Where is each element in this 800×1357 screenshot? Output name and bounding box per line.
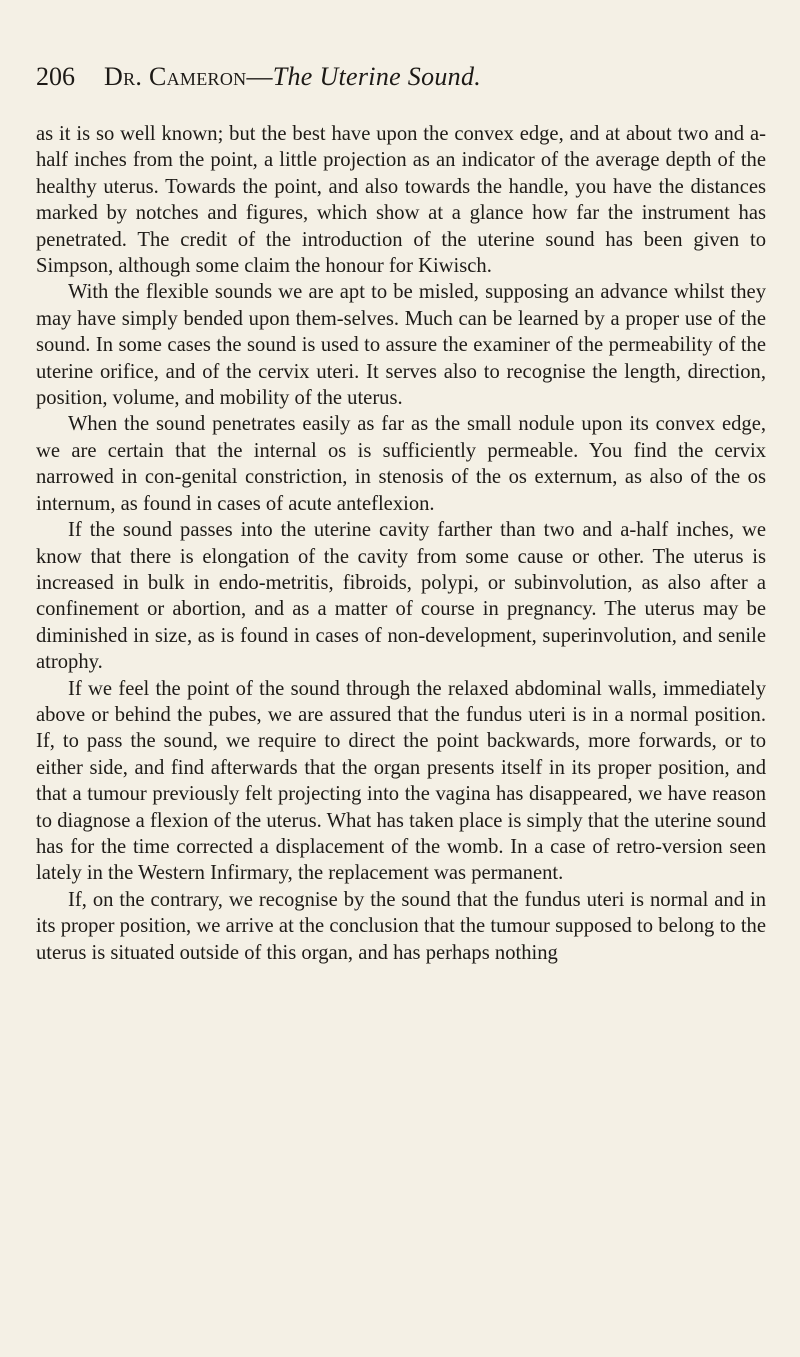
article-title: The Uterine Sound. xyxy=(272,62,482,91)
running-title xyxy=(104,62,481,92)
paragraph-1: as it is so well known; but the best have upon the convex edge, and at about two and a-half inches from the point, a little projection as an indicator of the average depth of the healthy uterus. Towards the point, and also towards the handle, you have the distances marked by notches and figures, which show at a glance how far the instrument has penetrated. The credit of the introduction of the uterine sound has been given to Simpson, although some claim the honour for Kiwisch. xyxy=(36,123,766,278)
paragraph-4: If the sound passes into the uterine cavity farther than two and a-half inches, we know that there is elongation of the cavity from some cause or other. The uterus is increased in bulk in endo-metritis, fibroids, polypi, or subinvolution, as also after a confinement or abortion, and as a matter of course in pregnancy. The uterus may be diminished in size, as is found in cases of non-development, superinvolution, and senile atrophy. xyxy=(36,519,766,674)
author-name: Dr. Cameron xyxy=(104,62,247,91)
paragraph-6: If, on the contrary, we recognise by the sound that the fundus uteri is normal and in its proper position, we arrive at the conclusion that the tumour supposed to belong to the uterus is situated outside of this organ, and has perhaps nothing xyxy=(36,888,766,964)
page-header xyxy=(36,62,766,102)
body-text xyxy=(36,121,766,966)
paragraph-2: With the flexible sounds we are apt to be misled, supposing an advance whilst they may have simply bended upon them-selves. Much can be learned by a proper use of the sound. In some cases the sound is used to assure the examiner of the permeability of the uterine orifice, and of the cervix uteri. It serves also to recognise the length, direction, position, volume, and mobility of the uterus. xyxy=(36,281,766,410)
paragraph-3: When the sound penetrates easily as far as the small nodule upon its convex edge, we are certain that the internal os is sufficiently permeable. You find the cervix narrowed in con-genital constriction, in stenosis of the os externum, as also of the os internum, as found in cases of acute anteflexion. xyxy=(36,413,766,515)
page-number: 206 xyxy=(36,62,75,91)
title-separator: — xyxy=(246,62,273,91)
paragraph-5: If we feel the point of the sound through the relaxed abdominal walls, immediately above or behind the pubes, we are assured that the fundus uteri is in a normal position. If, to pass the sound, we require to direct the point backwards, more forwards, or to either side, and find afterwards that the organ presents itself in its proper position, and that a tumour previously felt projecting into the vagina has disappeared, we have reason to diagnose a flexion of the uterus. What has taken place is simply that the uterine sound has for the time corrected a displacement of the womb. In a case of retro-version seen lately in the Western Infirmary, the replacement was permanent. xyxy=(36,677,766,885)
